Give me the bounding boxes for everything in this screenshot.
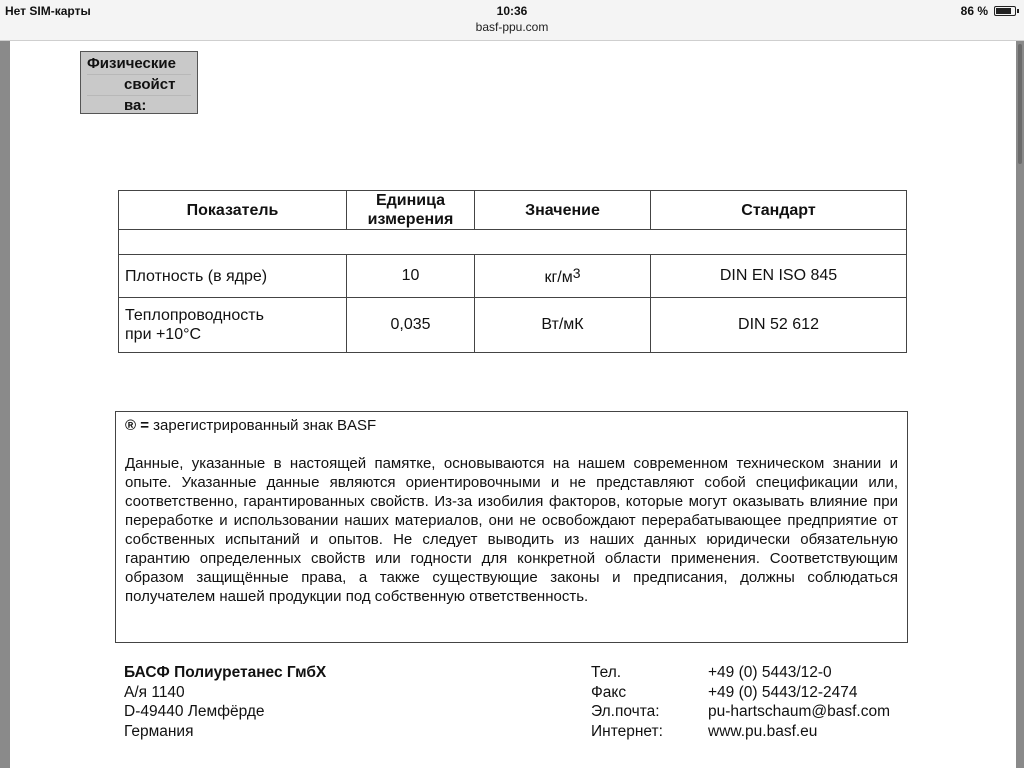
country-line: Германия	[124, 722, 194, 740]
heading-line: Физические	[87, 54, 191, 75]
column-header: Значение	[475, 191, 651, 230]
column-header: Показатель	[119, 191, 347, 230]
address-bar-url[interactable]: basf-ppu.com	[475, 20, 549, 34]
properties-table	[118, 190, 907, 353]
battery-fill	[996, 8, 1011, 14]
table-spacer-row	[119, 230, 907, 255]
carrier-label: Нет SIM-карты	[5, 4, 91, 18]
contact-values	[708, 663, 918, 741]
column-header: Единица измерения	[347, 191, 475, 230]
phone-label: Тел.	[591, 664, 622, 681]
address-block	[124, 663, 524, 741]
table-row	[119, 255, 907, 298]
company-name: БАСФ Полиуретанес ГмбХ	[124, 664, 327, 681]
status-bar	[0, 0, 1024, 41]
value-text: кг/м	[544, 269, 573, 286]
heading-line: ва:	[124, 97, 147, 114]
email-link[interactable]: pu-hartschaum@basf.com	[708, 703, 891, 720]
email-label: Эл.почта:	[591, 703, 660, 720]
website-label: Интернет:	[591, 722, 663, 740]
disclaimer-text: Данные, указанные в настоящей памятке, основываются на нашем современном техническом знании и опыте. Указанные данные являются ориентировочными и не представляют собой спецификации или, соответственно, гарантированных свойств. Из-за изобилия факторов, которые могут оказывать влияние при переработке и использовании наших материалов, они не освобождают перерабатывающее предприятие от собственных испытаний и опытов. Не следует выводить из наших данных юридически обязательную гарантию определенных свойств или годности для конкретной области применения. Соответствующим образом защищённые права, а также существующие законы и предписания, должны соблюдаться получателем нашей продукции под собственную ответственность.	[125, 455, 898, 605]
table-row	[119, 298, 907, 353]
value-superscript: 3	[572, 265, 581, 281]
cell-value	[475, 255, 651, 298]
trademark-text: зарегистрированный знак BASF	[148, 417, 377, 434]
contact-labels	[591, 663, 701, 741]
city-line: D-49440 Лемфёрде	[124, 703, 265, 720]
cell-property	[119, 298, 347, 353]
registered-symbol: ® =	[125, 417, 149, 434]
cell-standard: DIN 52 612	[651, 298, 907, 353]
property-line: Теплопроводность	[125, 307, 264, 324]
cell-standard: DIN EN ISO 845	[651, 255, 907, 298]
battery-icon	[994, 6, 1016, 16]
cell-unit: 0,035	[347, 298, 475, 353]
trademark-note	[125, 416, 898, 435]
section-heading-box	[80, 51, 198, 114]
scrollbar-thumb[interactable]	[1018, 44, 1022, 164]
fax-label: Факс	[591, 683, 627, 701]
battery-indicator	[961, 4, 1016, 18]
table-header-row	[119, 191, 907, 230]
battery-percent: 86 %	[960, 4, 988, 18]
clock: 10:36	[496, 4, 528, 18]
cell-property: Плотность (в ядре)	[119, 255, 347, 298]
website-link[interactable]: www.pu.basf.eu	[708, 722, 818, 740]
column-header: Стандарт	[651, 191, 907, 230]
property-line: при +10°C	[125, 326, 202, 343]
po-box: А/я 1140	[124, 683, 185, 701]
fax-value: +49 (0) 5443/12-2474	[708, 683, 858, 701]
cell-value: Вт/мК	[475, 298, 651, 353]
disclaimer-box	[115, 411, 908, 643]
heading-line: свойст	[87, 75, 191, 96]
document-page[interactable]	[10, 41, 1016, 768]
phone-value: +49 (0) 5443/12-0	[708, 664, 832, 681]
cell-unit: 10	[347, 255, 475, 298]
